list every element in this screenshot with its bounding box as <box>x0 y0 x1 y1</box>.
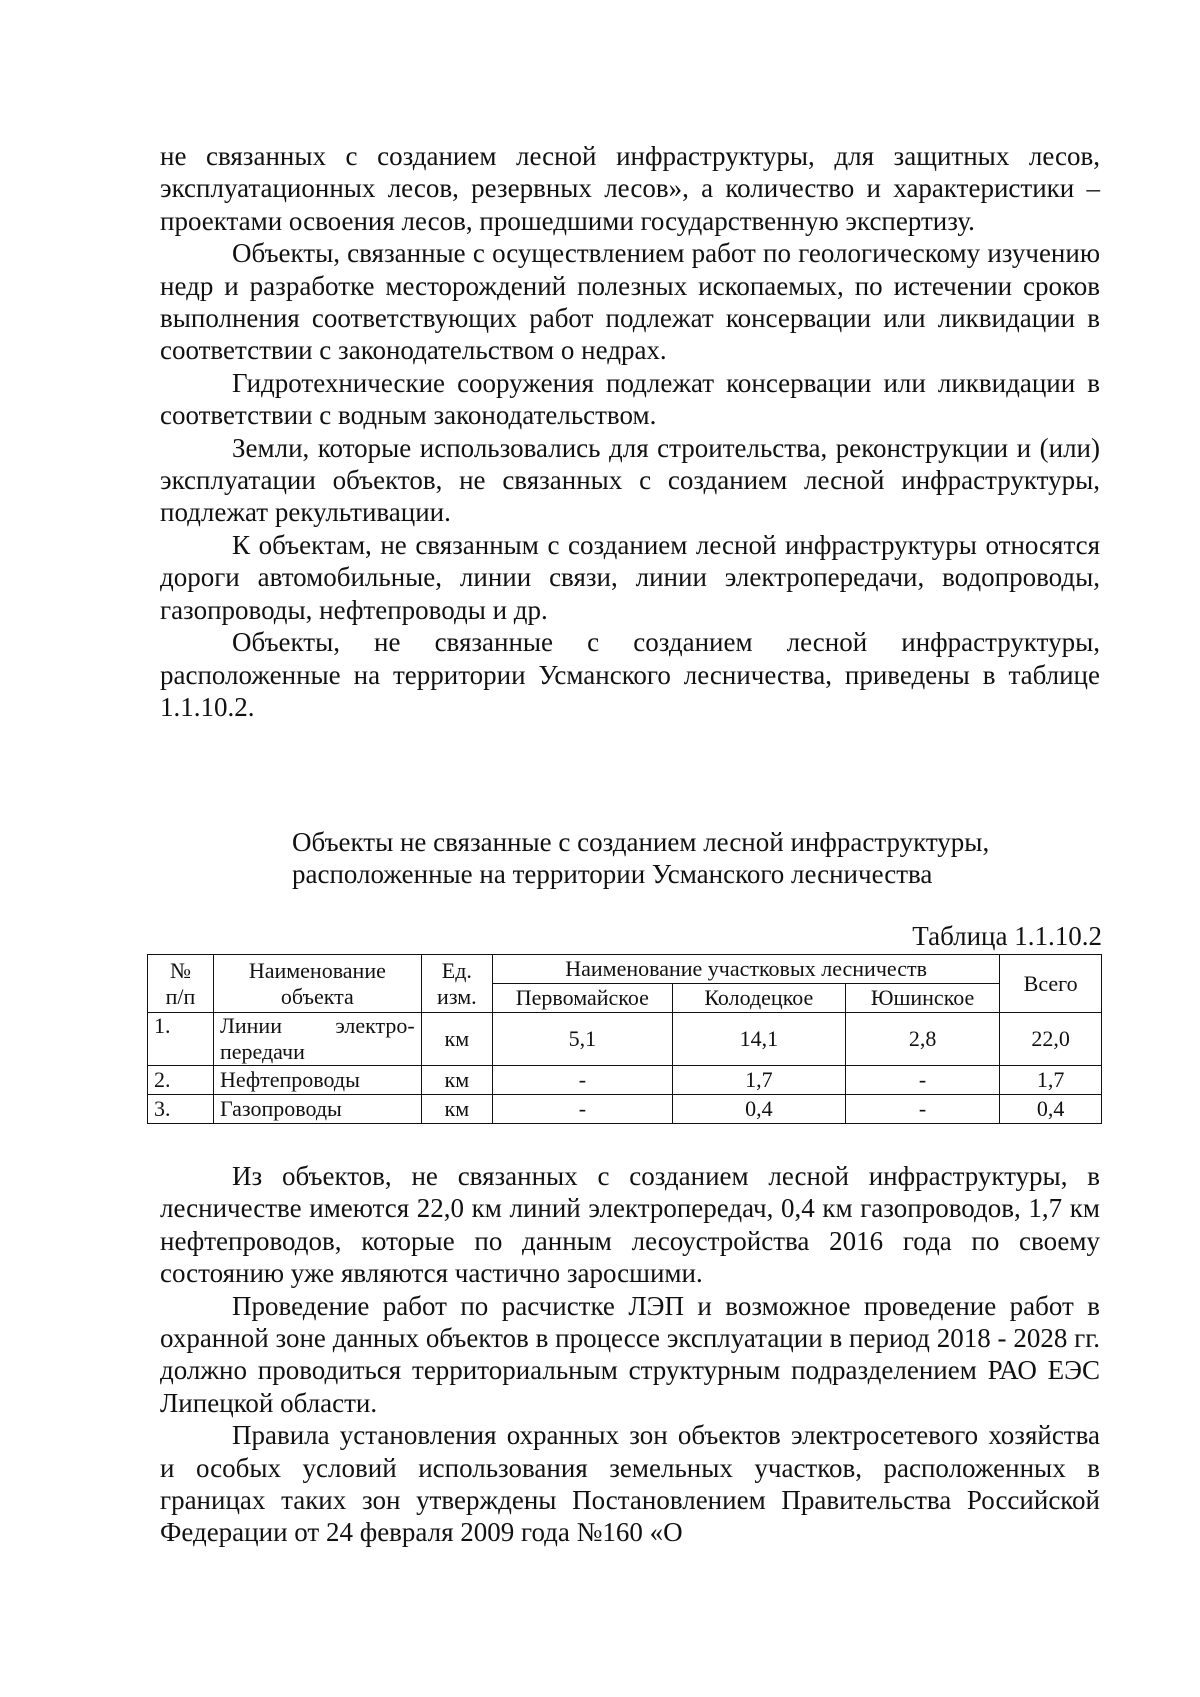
header-unit <box>421 955 492 1013</box>
body-text-top <box>160 140 1100 723</box>
cell-total: 22,0 <box>1000 1013 1102 1066</box>
cell-num: 2. <box>148 1066 214 1095</box>
cell-num: 3. <box>148 1095 214 1124</box>
cell-name: Нефтепроводы <box>213 1066 421 1095</box>
paragraph: Проведение работ по расчистке ЛЭП и возможное проведение работ в охранной зоне данных объектов в процессе эксплуатации в период 2018 - 2028 гг. должно проводиться территориальным структурным подразделением РАО ЕЭС Липецкой области. <box>160 1290 1100 1418</box>
cell-value: 2,8 <box>845 1013 999 1066</box>
cell-total: 0,4 <box>1000 1095 1102 1124</box>
table-row <box>148 1095 1102 1124</box>
cell-name-line: Линии электро- <box>219 1013 415 1038</box>
table-caption-line: Объекты не связанные с созданием лесной инфраструктуры, <box>292 827 990 857</box>
paragraph: Гидротехнические сооружения подлежат консервации или ликвидации в соответствии с водным законодательством. <box>160 367 1100 431</box>
header-num <box>148 955 214 1013</box>
table-row <box>148 1066 1102 1095</box>
header-sub-yushinskoe: Юшинское <box>845 984 999 1013</box>
cell-name <box>213 1013 421 1066</box>
cell-value: - <box>492 1095 672 1124</box>
cell-name: Газопроводы <box>213 1095 421 1124</box>
header-num-line: п/п <box>165 983 196 1009</box>
body-text-bottom <box>160 1160 1100 1549</box>
paragraph: Объекты, не связанные с созданием лесной инфраструктуры, расположенные на территории Усманского лесничества, приведены в таблице 1.1.10.2. <box>160 627 1100 722</box>
cell-unit: км <box>421 1013 492 1066</box>
paragraph: К объектам, не связанным с созданием лесной инфраструктуры относятся дороги автомобильные, линии связи, линии электропередачи, водопроводы, газопроводы, нефтепроводы и др. <box>160 529 1100 625</box>
table-caption-line: расположенные на территории Усманского лесничества <box>292 859 933 889</box>
header-sub-pervomayskoe: Первомайское <box>492 984 672 1013</box>
header-sub-kolodetskoe: Колодецкое <box>672 984 845 1013</box>
table-number: Таблица 1.1.10.2 <box>912 921 1102 951</box>
cell-name-line: передачи <box>219 1039 305 1064</box>
paragraph: не связанных с созданием лесной инфраструктуры, для защитных лесов, эксплуатационных лесов, резервных лесов», а количество и характеристики – проектами освоения лесов, прошедшими государственную экспертизу. <box>160 141 1100 236</box>
table-caption <box>292 826 1092 890</box>
header-unit-line: изм. <box>437 983 477 1009</box>
cell-unit: км <box>421 1066 492 1095</box>
cell-unit: км <box>421 1095 492 1124</box>
header-unit-line: Ед. <box>441 957 472 983</box>
table-header-row <box>148 955 1102 984</box>
header-group: Наименование участковых лесничеств <box>492 955 999 984</box>
cell-value: - <box>492 1066 672 1095</box>
header-name-line: объекта <box>280 983 354 1009</box>
table-row <box>148 1013 1102 1066</box>
cell-total: 1,7 <box>1000 1066 1102 1095</box>
cell-value: 0,4 <box>672 1095 845 1124</box>
cell-value: 5,1 <box>492 1013 672 1066</box>
paragraph: Из объектов, не связанных с созданием лесной инфраструктуры, в лесничестве имеются 22,0 км линий электропередач, 0,4 км газопроводов, 1,7 км нефтепроводов, которые по данным лесоустройства 2016 года по своему состоянию уже являются частично заросшими. <box>160 1161 1100 1289</box>
cell-value: - <box>845 1066 999 1095</box>
header-total: Всего <box>1000 955 1102 1013</box>
objects-table <box>147 954 1102 1124</box>
cell-value: 1,7 <box>672 1066 845 1095</box>
paragraph: Земли, которые использовались для строительства, реконструкции и (или) эксплуатации объектов, не связанных с созданием лесной инфраструктуры, подлежат рекультивации. <box>160 432 1100 528</box>
cell-value: - <box>845 1095 999 1124</box>
header-name <box>213 955 421 1013</box>
header-name-line: Наименование <box>248 957 386 983</box>
paragraph: Объекты, связанные с осуществлением работ по геологическому изучению недр и разработке месторождений полезных ископаемых, по истечении сроков выполнения соответствующих работ подлежат консервации или ликвидации в соответствии с законодательством о недрах. <box>160 238 1100 366</box>
paragraph: Правила установления охранных зон объектов электросетевого хозяйства и особых условий использования земельных участков, расположенных в границах таких зон утверждены Постановлением Правительства Российской Федерации от 24 февраля 2009 года №160 «О <box>160 1420 1100 1548</box>
header-num-line: № <box>169 957 191 983</box>
cell-num: 1. <box>148 1013 214 1066</box>
cell-value: 14,1 <box>672 1013 845 1066</box>
